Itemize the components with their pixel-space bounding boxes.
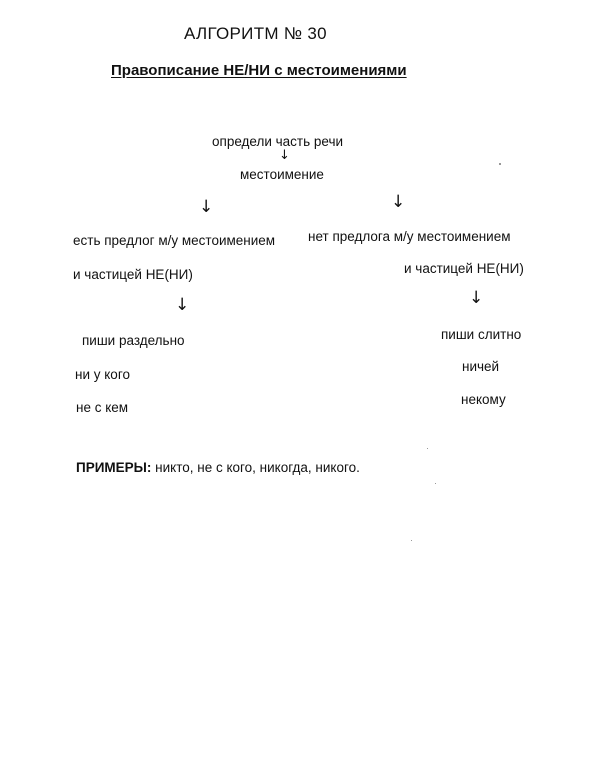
step-define-part-of-speech: определи часть речи xyxy=(212,134,344,149)
right-branch-condition-line2: и частицей НЕ(НИ) xyxy=(404,261,524,276)
right-branch-result: пиши слитно xyxy=(441,327,522,342)
step-pronoun: местоимение xyxy=(240,167,324,182)
down-arrow-icon: ↓ xyxy=(199,197,214,217)
left-branch-example2: не с кем xyxy=(76,400,129,415)
right-branch-condition-line1: нет предлога м/у местоимением xyxy=(308,229,511,244)
down-arrow-icon: ↓ xyxy=(175,295,190,315)
scan-speck xyxy=(435,483,436,484)
examples-text: никто, не с кого, никогда, никого. xyxy=(151,460,360,475)
down-arrow-icon: ↓ xyxy=(391,192,406,212)
examples-label: ПРИМЕРЫ: xyxy=(76,460,152,475)
down-arrow-icon: ↓ xyxy=(279,148,290,163)
algorithm-subtitle: Правописание НЕ/НИ с местоимениями xyxy=(111,62,407,79)
left-branch-result: пиши раздельно xyxy=(82,333,185,348)
algorithm-title: АЛГОРИТМ № 30 xyxy=(184,24,327,43)
examples-line xyxy=(76,461,360,475)
scan-speck xyxy=(411,540,412,541)
left-branch-condition-line1: есть предлог м/у местоимением xyxy=(73,233,276,248)
right-branch-example2: некому xyxy=(461,392,506,407)
left-branch-example1: ни у кого xyxy=(75,367,130,382)
right-branch-example1: ничей xyxy=(462,359,500,374)
left-branch-condition-line2: и частицей НЕ(НИ) xyxy=(73,267,193,282)
scan-speck xyxy=(499,163,501,165)
down-arrow-icon: ↓ xyxy=(469,288,484,308)
scan-speck xyxy=(427,448,428,449)
